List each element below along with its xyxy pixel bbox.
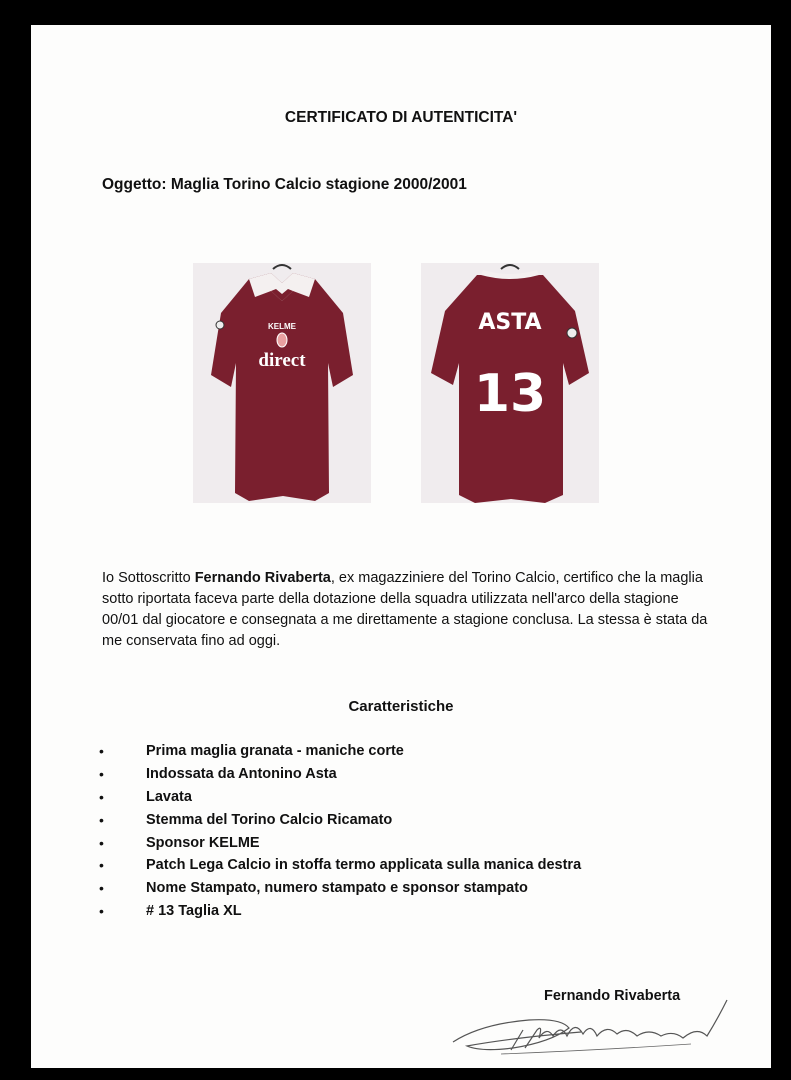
feature-item xyxy=(99,740,719,763)
bullet: • xyxy=(99,788,104,805)
feature-text: Nome Stampato, numero stampato e sponsor stampato xyxy=(146,880,528,897)
feature-item xyxy=(99,763,719,786)
front-brand-text: KELME xyxy=(268,322,296,331)
feature-text: Prima maglia granata - maniche corte xyxy=(146,743,404,760)
feature-text: Sponsor KELME xyxy=(146,834,260,851)
front-sponsor-text: direct xyxy=(258,350,306,371)
subject-line: Oggetto: Maglia Torino Calcio stagione 2000/2001 xyxy=(102,176,467,193)
feature-text: Indossata da Antonino Asta xyxy=(146,766,337,783)
feature-text: Patch Lega Calcio in stoffa termo applicata sulla manica destra xyxy=(146,857,582,874)
feature-item xyxy=(99,831,719,854)
bullet: • xyxy=(99,811,104,828)
certificate-sheet xyxy=(31,25,771,1068)
statement-name: Fernando Rivaberta xyxy=(194,570,331,586)
bullet: • xyxy=(99,902,104,919)
bullet: • xyxy=(99,766,104,783)
bullet: • xyxy=(99,834,104,851)
feature-text: Lavata xyxy=(146,788,192,805)
shirt-front-photo xyxy=(193,263,371,503)
statement-part-2: , ex magazziniere del Torino Calcio, certifico che la maglia sotto riportata faceva parte della dotazione della squadra utilizzata nell'arco della stagione 00/01 dal giocatore e consegnata a me direttamente a stagione conclusa. La stessa è stata da me conservata fino ad oggi. xyxy=(102,570,708,649)
certification-statement xyxy=(102,568,717,652)
feature-item xyxy=(99,900,719,923)
certificate-title: CERTIFICATO DI AUTENTICITA' xyxy=(284,109,518,126)
bullet: • xyxy=(99,857,104,874)
feature-item xyxy=(99,877,719,900)
back-name-text: ASTA xyxy=(478,310,542,335)
back-number-text: 13 xyxy=(473,364,547,424)
signer-name: Fernando Rivaberta xyxy=(544,988,681,1004)
features-title: Caratteristiche xyxy=(348,698,454,715)
feature-item xyxy=(99,786,719,809)
shirt-back-photo xyxy=(421,263,599,503)
feature-item xyxy=(99,854,719,877)
feature-text: Stemma del Torino Calcio Ricamato xyxy=(146,811,393,828)
feature-text: # 13 Taglia XL xyxy=(146,902,242,919)
bullet: • xyxy=(99,880,104,897)
features-list xyxy=(99,740,719,922)
feature-item xyxy=(99,808,719,831)
statement-part-1: Io Sottoscritto xyxy=(102,570,195,586)
handwritten-signature xyxy=(451,990,751,1070)
bullet: • xyxy=(99,743,104,760)
